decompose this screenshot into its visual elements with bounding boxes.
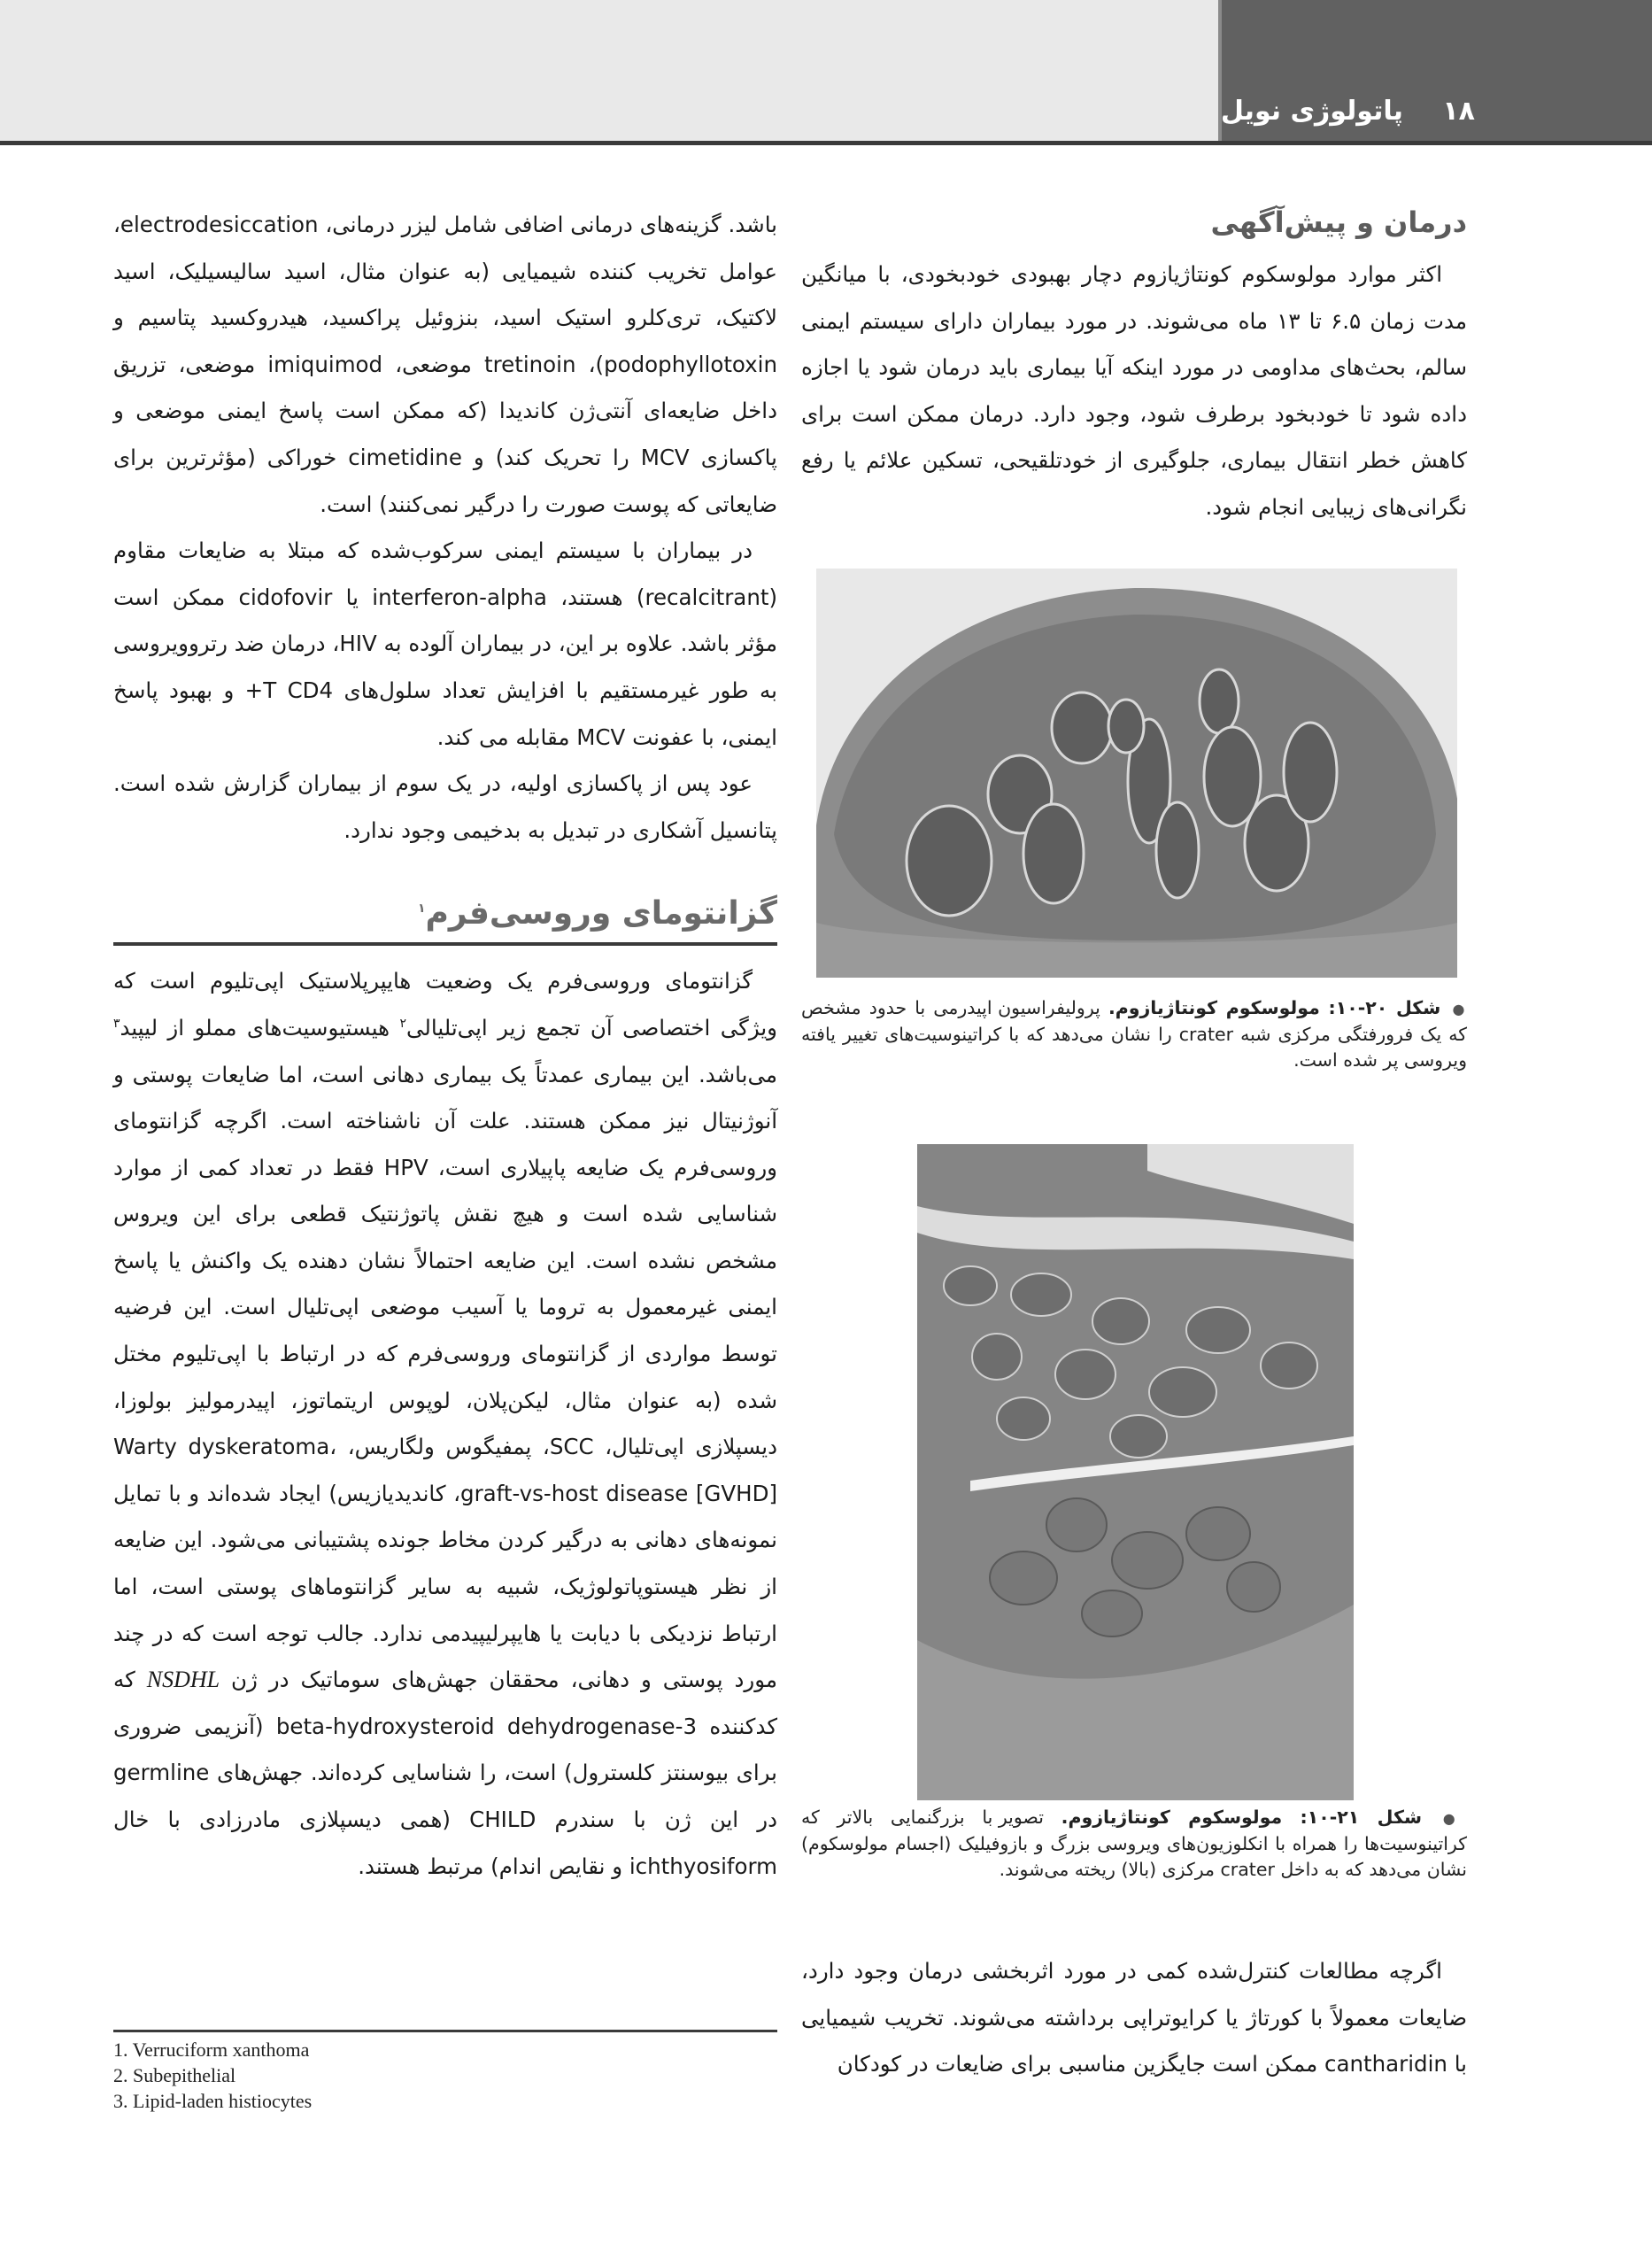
figure-21-caption: [801, 1805, 1467, 1883]
paragraph: [113, 958, 777, 1890]
footnote-ref: ۱: [418, 901, 426, 917]
gene-name: NSDHL: [146, 1667, 220, 1693]
histology-micrograph-low-power-icon: [816, 569, 1457, 978]
text-run: هیستیوسیت‌های مملو از لیپید: [120, 1014, 400, 1041]
section-title-text: گزانتومای وروسی‌فرم: [425, 895, 777, 932]
footnote-2: 2. Subepithelial: [113, 2064, 236, 2086]
footnotes: [113, 2037, 777, 2114]
paragraph: باشد. گزینه‌های درمانی اضافی شامل لیزر درمانی، electrodesiccation، عوامل تخریب کننده شیمیایی (به عنوان مثال، اسید سالیسیلیک، اسید لاکتیک، تری‌کلرو استیک اسید، بنزوئیل پراکسید، هیدروکسید پتاسیم و podophyllotoxin)، tretinoin موضعی، imiquimod موضعی، تزریق داخل ضایعه‌ای آنتی‌ژن کاندیدا (که ممکن است پاسخ ایمنی موضعی و پاکسازی MCV را تحریک کند) و cimetidine خوراکی (مؤثرترین برای ضایعاتی که پوست صورت را درگیر نمی‌کنند) است.: [113, 212, 778, 517]
left-column: [113, 202, 777, 1890]
book-title: پاتولوژی نویل: [1220, 96, 1403, 127]
page-number: ۱۸: [1442, 96, 1475, 127]
running-head: [1221, 96, 1475, 127]
histology-micrograph-high-power-icon: [917, 1144, 1354, 1800]
section-title-verruciform-xanthoma: [113, 889, 777, 939]
text-run: که کدکننده 3-beta-hydroxysteroid dehydrogenase (آنزیمی ضروری برای بیوسنتز کلسترول) است، را شناسایی کرده‌اند. جهش‌های germline در این ژن با سندرم CHILD (همی دیسپلازی مادرزادی با خال ichthyosiform و نقایص اندام) مرتبط هستند.: [113, 1667, 777, 1879]
footnote-ref: ۲: [399, 1016, 406, 1031]
figure-21-image: [917, 1144, 1354, 1800]
caption-text: پرولیفراسیون اپیدرمی با حدود مشخص که یک فرورفتگی مرکزی شبه crater را نشان می‌دهد که با کراتینوسیت‌های تغییر یافته ویروسی پر شده است.: [801, 997, 1468, 1071]
paragraph: اگرچه مطالعات کنترل‌شده کمی در مورد اثربخشی درمان وجود دارد، ضایعات معمولاً با کورتاژ یا کرایوتراپی برداشته می‌شوند. تخریب شیمیایی با cantharidin ممکن است جایگزین مناسبی برای ضایعات در کودکان: [801, 1958, 1467, 2077]
text-run: گزانتومای وروسی‌فرم یک وضعیت هایپرپلاستیک اپی‌تلیوم است که ویژگی اختصاصی آن تجمع زیر اپی‌تلیالی: [113, 968, 777, 1041]
paragraph: در بیماران با سیستم ایمنی سرکوب‌شده که مبتلا به ضایعات مقاوم (recalcitrant) هستند، interferon-alpha یا cidofovir ممکن است مؤثر باشد. علاوه بر این، در بیماران آلوده به HIV، درمان ضد رتروویروسی به طور غیرمستقیم با افزایش تعداد سلول‌های T CD4+ و بهبود پاسخ ایمنی، با عفونت MCV مقابله می کند.: [113, 538, 778, 750]
right-column: [801, 202, 1467, 531]
bullet-icon: ●: [1442, 1810, 1467, 1827]
footnote-ref: ۳: [113, 1016, 120, 1031]
paragraph: عود پس از پاکسازی اولیه، در یک سوم از بیماران گزارش شده است. پتانسیل آشکاری در تبدیل به بدخیمی وجود ندارد.: [113, 770, 777, 843]
section-title-treatment: درمان و پیش‌آگهی: [1210, 205, 1467, 239]
caption-text: تصویر با بزرگنمایی بالاتر که کراتینوسیت‌ها را همراه با انکلوزیون‌های ویروسی بزرگ و بازوفیلیک (اجسام مولوسکوم) نشان می‌دهد که به داخل crater مرکزی (بالا) ریخته می‌شوند.: [801, 1807, 1467, 1880]
figure-label: شکل ۲۱-۱۰: مولوسکوم کونتاژیازوم.: [1061, 1807, 1423, 1828]
section-rule: [113, 942, 777, 946]
bullet-icon: ●: [1452, 1001, 1467, 1017]
footnote-rule: [113, 2030, 777, 2032]
paragraph: اکثر موارد مولوسکوم کونتاژیازوم دچار بهبودی خودبخودی، با میانگین مدت زمان ۶.۵ تا ۱۳ ماه می‌شوند. در مورد بیماران دارای سیستم ایمنی سالم، بحث‌های مداومی در مورد اینکه آیا بیماری باید درمان شود یا اجازه داده شود تا خودبخود برطرف شود، وجود دارد. درمان ممکن است برای کاهش خطر انتقال بیماری، جلوگیری از خودتلقیحی، تسکین علائم یا رفع نگرانی‌های زیبایی انجام شود.: [801, 261, 1467, 520]
figure-20-caption: [801, 995, 1467, 1073]
header-rule: [0, 141, 1652, 145]
figure-label: شکل ۲۰-۱۰: مولوسکوم کونتاژیازوم.: [1108, 997, 1441, 1018]
text-run: می‌باشد. این بیماری عمدتاً یک بیماری دهانی است، اما ضایعات پوستی و آنوژنیتال نیز ممکن هستند. علت آن ناشناخته است. اگرچه گزانتومای وروسی‌فرم یک ضایعه پاپیلاری است، HPV فقط در تعداد کمی از موارد شناسایی شده است و هیچ نقش پاتوژنتیک قطعی برای این ویروس مشخص نشده است. این ضایعه احتمالاً نشان دهنده یک واکنش یا پاسخ ایمنی غیرمعمول به تروما یا آسیب موضعی اپی‌تلیال است. این فرضیه توسط مواردی از گزانتومای وروسی‌فرم که در ارتباط با اپی‌تلیوم مختل شده (به عنوان مثال، لیکن‌پلان، لوپوس اریتماتوز، اپیدرمولیز بولوزا، دیسپلازی اپی‌تلیال، SCC، پمفیگوس ولگاریس، Warty dyskeratoma، graft-vs-host disease [GVHD]، کاندیدیازیس) ایجاد شده‌اند و با تمایل نمونه‌های دهانی به درگیر کردن مخاط جونده پشتیبانی می‌شود. این ضایعه از نظر هیستوپاتولوژیک، شبیه به سایر گزانتوماهای پوستی است، اما ارتباط نزدیکی با دیابت یا هایپرلیپیدمی ندارد. جالب توجه است که در چند مورد پوستی و دهانی، محققان جهش‌های سوماتیک در ژن: [113, 1061, 778, 1693]
footnote-1: 1. Verruciform xanthoma: [113, 2039, 310, 2061]
right-column-tail: [801, 1948, 1467, 2088]
figure-20-image: [816, 569, 1457, 978]
footnote-3: 3. Lipid-laden histiocytes: [113, 2090, 313, 2112]
